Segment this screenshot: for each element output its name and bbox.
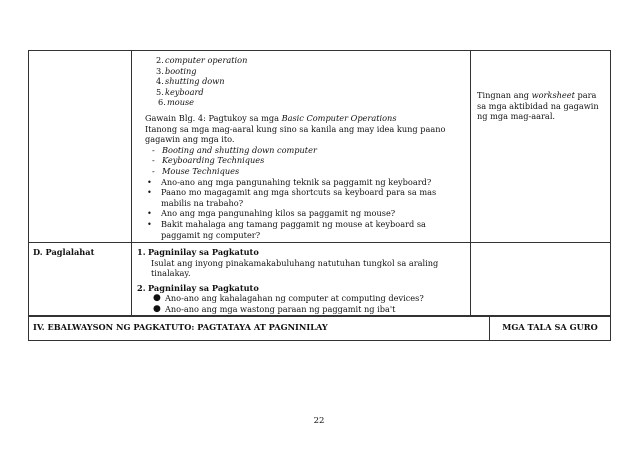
reflection-list [153,293,470,314]
activity-intro: Itanong sa mga mag-aaral kung sino sa kanila ang may idea kung paano gagawin ang mga ito. [145,123,446,145]
activity-row [29,51,611,243]
list-item: • Ano ang mga pangunahing kilos sa paggamit ng mouse? [147,208,396,219]
bullet-icon: • [147,176,152,187]
activity-heading: Gawain Blg. 4: Pagtukoy sa mga Basic Computer Operations [145,112,397,123]
bullet-icon: • [147,208,152,219]
evaluation-table [28,316,611,341]
list-item: • Ano-ano ang mga pangunahing teknik sa paggamit ng keyboard? [147,176,432,187]
teacher-notes-title: MGA TALA SA GURO [490,317,611,341]
list-item: - Mouse Techniques [152,165,240,176]
topic-list [152,145,470,177]
reflection-section-1: 1. Pagninilay sa Pagkatuto Isulat ang inyong pinakamakabuluhang natutuhan tungkol sa araling tinalakay. [137,247,439,279]
filled-circle-icon: ● [153,293,161,304]
side-note-cell: Tingnan ang worksheet para sa mga aktibidad na gagawin ng mga mag-aaral. [471,51,611,243]
evaluation-header-row [29,317,611,341]
list-item: 2.computer operation [156,55,248,65]
list-item: • Bakit mahalaga ang tamang paggamit ng mouse at keyboard sa paggamit ng computer? [147,218,426,240]
row-label: D. Paglalahat [29,243,132,316]
list-item: 5.keyboard [156,86,204,97]
list-item: • Paano mo magagamit ang mga shortcuts sa keyboard para sa mas mabilis na trabaho? [147,187,437,208]
paglalahat-content-cell [132,243,471,316]
list-item: ● Ano-ano ang mga wastong paraan ng paggamit ng iba't [153,304,396,315]
page-number: 22 [313,416,325,426]
list-item: - Keyboarding Techniques [152,155,265,166]
question-list [145,177,466,241]
list-item: ● Ano-ano ang kahalagahan ng computer at computing devices? [153,293,424,304]
reflection-section-2: 2. Pagninilay sa Pagkatuto ● Ano-ano ang kahalagahan ng computer at computing devices? ● Ano-ano ang mga wastong paraan ng paggamit ng iba't [137,283,470,315]
paglalahat-row [29,243,611,316]
bullet-icon: • [147,187,152,198]
activity-content-cell [132,51,471,243]
filled-circle-icon: ● [153,304,161,315]
operations-list [156,55,470,108]
list-item: 3.booting [156,65,197,76]
evaluation-title: IV. EBALWAYSON NG PAGKATUTO: PAGTATAYA AT PAGNINILAY [29,317,490,341]
bullet-icon: • [147,218,152,229]
list-item: - Booting and shutting down computer [152,144,317,155]
lesson-table [28,50,611,316]
empty-note-cell [471,243,611,316]
empty-label-cell [29,51,132,243]
list-item: 6.mouse [158,97,195,108]
list-item: 4.shutting down [156,76,225,87]
